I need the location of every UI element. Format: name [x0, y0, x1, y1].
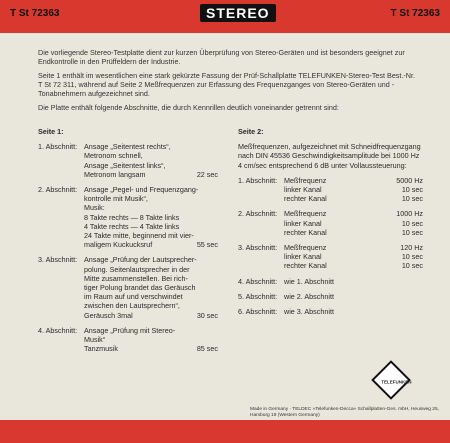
section-number: 1. Abschnitt: — [38, 142, 78, 152]
bottom-red-band — [0, 420, 450, 443]
line-text: rechter Kanal — [284, 194, 327, 204]
logo-text: TELEFUNKEN — [381, 379, 412, 385]
section-number: 3. Abschnitt: — [238, 243, 278, 253]
intro-paragraph: Die vorliegende Stereo-Testplatte dient zur kurzen Überprüfung von Stereo-Geräten und ist besonders geeignet zur Endkontrolle in den Prüffeldern der Industrie. — [38, 48, 405, 66]
line-value: 10 sec — [401, 185, 423, 195]
section-number: 2. Abschnitt: — [238, 209, 278, 219]
line-text: wie 1. Abschnitt — [284, 276, 334, 286]
line-text: linker Kanal — [284, 218, 322, 228]
line-value: 10 sec — [401, 227, 423, 237]
section-line — [84, 213, 218, 222]
section-line — [84, 301, 218, 310]
section-body — [284, 292, 423, 301]
line-value: 120 Hz — [400, 243, 423, 253]
section-number: 4. Abschnitt: — [238, 276, 278, 286]
line-text: rechter Kanal — [284, 227, 327, 237]
line-text: polung. Seitenlautsprecher in der — [84, 264, 190, 274]
section-line — [84, 344, 218, 353]
section-line — [84, 335, 218, 344]
section-line — [284, 243, 423, 252]
section-row — [238, 209, 423, 237]
side-2-column — [238, 127, 423, 322]
line-value: 85 sec — [196, 344, 218, 354]
section-line — [84, 142, 218, 151]
section-line — [84, 203, 218, 212]
line-text: Musik“ — [84, 335, 106, 345]
line-text: Ansage „Pegel- und Frequenzgang- — [84, 185, 199, 195]
line-value: 22 sec — [196, 169, 218, 179]
line-value: 55 sec — [196, 240, 218, 250]
section-number: 5. Abschnitt: — [238, 291, 278, 301]
section-line — [84, 240, 218, 249]
section-body — [284, 277, 423, 286]
line-text: rechter Kanal — [284, 261, 327, 271]
section-line — [84, 151, 218, 160]
side-1-column — [38, 127, 218, 359]
line-value: 30 sec — [196, 310, 218, 320]
line-text: linker Kanal — [284, 185, 322, 195]
footer-text: Made in Germany · TELDEC »Telefunken-Decca« Schallplatten-Ges. mbH, Heusweg 25, Hamburg 19 (Western Germany) — [250, 407, 439, 418]
section-line — [284, 307, 423, 316]
section-row — [238, 176, 423, 204]
section-body — [284, 176, 423, 204]
line-text: Metronom langsam — [84, 169, 146, 179]
section-line — [84, 283, 218, 292]
section-line — [84, 170, 218, 179]
section-body — [284, 209, 423, 237]
line-text: Metronom schnell, — [84, 151, 143, 161]
section-body — [84, 326, 218, 354]
section-line — [284, 176, 423, 185]
section-line — [84, 222, 218, 231]
section-line — [84, 185, 218, 194]
line-text: Ansage „Seitentest links“, — [84, 160, 166, 170]
line-text: tiger Polung brandet das Geräusch — [84, 283, 196, 293]
line-text: Ansage „Prüfung mit Stereo- — [84, 325, 176, 335]
section-line — [84, 194, 218, 203]
catalog-number-left: T St 72363 — [10, 8, 60, 19]
section-number: 2. Abschnitt: — [38, 185, 78, 195]
section-body — [284, 243, 423, 271]
side-2-intro: Meßfrequenzen, aufgezeichnet mit Schneidfrequenzgang nach DIN 45536 Geschwindigkeitsamplitude bei 1000 Hz 4 cm/sec entsprechend 6 dB unter Vollaussteuerung: — [238, 142, 421, 170]
line-text: kontrolle mit Musik“, — [84, 194, 148, 204]
section-number: 3. Abschnitt: — [38, 255, 78, 265]
section-row — [38, 185, 218, 249]
line-text: maligem Kuckucksruf — [84, 240, 153, 250]
section-number: 6. Abschnitt: — [238, 307, 278, 317]
section-row — [38, 326, 218, 354]
section-line — [284, 261, 423, 270]
line-text: Musik: — [84, 203, 105, 213]
section-row — [238, 277, 423, 286]
line-text: Ansage „Prüfung der Lautsprecher- — [84, 255, 197, 265]
line-text: Geräusch 3mal — [84, 310, 133, 320]
section-number: 1. Abschnitt: — [238, 175, 278, 185]
section-number: 4. Abschnitt: — [38, 325, 78, 335]
section-line — [84, 326, 218, 335]
line-text: 8 Takte rechts — 8 Takte links — [84, 212, 180, 222]
line-text: Ansage „Seitentest rechts“, — [84, 142, 171, 152]
section-line — [84, 265, 218, 274]
line-text: im Raum auf und verschwindet — [84, 292, 183, 302]
section-body — [84, 255, 218, 319]
line-text: Tanzmusik — [84, 344, 118, 354]
line-text: Meßfrequenz — [284, 209, 327, 219]
section-line — [84, 274, 218, 283]
section-line — [284, 185, 423, 194]
line-value: 1000 Hz — [396, 209, 423, 219]
line-value: 10 sec — [401, 252, 423, 262]
intro-text — [38, 48, 418, 117]
line-value: 10 sec — [401, 194, 423, 204]
section-line — [84, 161, 218, 170]
line-text: wie 2. Abschnitt — [284, 291, 334, 301]
section-line — [84, 255, 218, 264]
line-text: Mitte zusammenstellen. Bei rich- — [84, 273, 188, 283]
section-line — [84, 311, 218, 320]
section-line — [284, 277, 423, 286]
section-line — [284, 228, 423, 237]
section-row — [238, 307, 423, 316]
section-line — [284, 252, 423, 261]
line-text: zwischen den Lautsprechern“, — [84, 301, 180, 311]
section-line — [84, 231, 218, 240]
section-row — [38, 142, 218, 179]
catalog-number-right: T St 72363 — [390, 8, 440, 19]
line-value: 10 sec — [401, 261, 423, 271]
section-body — [284, 307, 423, 316]
section-line — [284, 209, 423, 218]
intro-paragraph: Die Platte enthält folgende Abschnitte, die durch Kennrillen deutlich voneinander getrennt sind: — [38, 103, 339, 112]
section-line — [284, 194, 423, 203]
line-text: Meßfrequenz — [284, 243, 327, 253]
section-body — [84, 142, 218, 179]
section-line — [284, 219, 423, 228]
stereo-label: STEREO — [200, 4, 276, 22]
line-value: 5000 Hz — [396, 175, 423, 185]
section-row — [238, 243, 423, 271]
intro-paragraph: Seite 1 enthält im wesentlichen eine stark gekürzte Fassung der Prüf-Schallplatte TELEFUNKEN-Stereo-Test Best.-Nr. T St 72 311, während auf Seite 2 Meßfrequenzen zur Erfassung des Frequenzganges von Stereo-Geräten und -Tonabnehmern aufgezeichnet sind. — [38, 71, 415, 98]
section-line — [284, 292, 423, 301]
line-text: Meßfrequenz — [284, 175, 327, 185]
side-2-title: Seite 2: — [238, 127, 264, 136]
line-text: wie 3. Abschnitt — [284, 307, 334, 317]
line-text: 4 Takte rechts — 4 Takte links — [84, 221, 180, 231]
line-value: 10 sec — [401, 218, 423, 228]
line-text: 24 Takte mitte, beginnend mit vier- — [84, 231, 194, 241]
section-body — [84, 185, 218, 249]
section-row — [38, 255, 218, 319]
section-row — [238, 292, 423, 301]
side-1-title: Seite 1: — [38, 127, 64, 136]
line-text: linker Kanal — [284, 252, 322, 262]
section-line — [84, 292, 218, 301]
